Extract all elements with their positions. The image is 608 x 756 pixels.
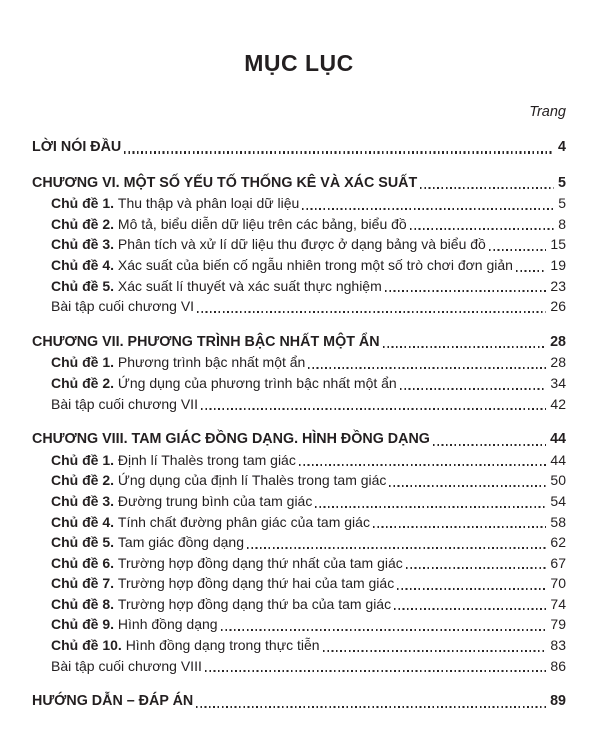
toc-entry-page: 4 bbox=[558, 139, 566, 155]
toc-entry-page: 74 bbox=[550, 595, 566, 612]
page-column-label: Trang bbox=[529, 104, 566, 120]
toc-entry-prefix: Chủ đề 10. bbox=[51, 637, 126, 654]
toc-entry-page: 8 bbox=[558, 215, 566, 232]
toc-entry bbox=[32, 470, 566, 491]
dot-leader bbox=[299, 464, 547, 466]
toc-entry-label: HƯỚNG DẪN – ĐÁP ÁN bbox=[32, 693, 194, 710]
dot-leader bbox=[489, 249, 547, 251]
toc-list bbox=[32, 137, 566, 712]
toc-entry-page: 44 bbox=[550, 431, 566, 448]
toc-entry-label: Chủ đề 4. Xác suất của biến cố ngẫu nhiên trong một số trò chơi đơn giản bbox=[51, 256, 513, 273]
toc-entry-page: 5 bbox=[558, 174, 566, 191]
toc-entry-prefix: Chủ đề 3. bbox=[51, 236, 118, 253]
toc-entry-label: LỜI NÓI ĐẦU bbox=[32, 139, 122, 155]
toc-entry-page: 70 bbox=[550, 575, 566, 592]
toc-entry bbox=[32, 635, 566, 656]
toc-entry-label: Chủ đề 8. Trường hợp đồng dạng thứ ba của tam giác bbox=[51, 595, 392, 612]
toc-entry-prefix: Chủ đề 1. bbox=[51, 195, 118, 212]
toc-entry-label: Chủ đề 1. Phương trình bậc nhất một ẩn bbox=[51, 354, 306, 371]
toc-entry-label: Chủ đề 7. Trường hợp đồng dạng thứ hai của tam giác bbox=[51, 575, 395, 592]
toc-entry-label: Chủ đề 3. Phân tích và xử lí dữ liệu thu được ở dạng bảng và biểu đồ bbox=[51, 236, 486, 253]
toc-entry-page: 50 bbox=[550, 472, 566, 489]
toc-entry bbox=[32, 656, 566, 677]
toc-entry-label: Chủ đề 9. Hình đồng dạng bbox=[51, 616, 218, 633]
dot-leader bbox=[420, 187, 554, 189]
toc-entry bbox=[32, 352, 566, 373]
dot-leader bbox=[124, 151, 554, 153]
toc-entry-page: 15 bbox=[550, 236, 566, 253]
toc-entry-prefix: Chủ đề 1. bbox=[51, 451, 118, 468]
toc-entry-page: 54 bbox=[550, 492, 566, 509]
toc-entry bbox=[32, 429, 566, 450]
toc-entry-label: Chủ đề 3. Đường trung bình của tam giác bbox=[51, 492, 313, 509]
dot-leader bbox=[201, 408, 546, 410]
dot-leader bbox=[197, 311, 546, 313]
dot-leader bbox=[196, 706, 546, 708]
toc-entry-label: Chủ đề 2. Mô tả, biểu diễn dữ liệu trên các bảng, biểu đồ bbox=[51, 215, 407, 232]
toc-entry-page: 67 bbox=[550, 554, 566, 571]
toc-entry bbox=[32, 491, 566, 512]
toc-entry bbox=[32, 276, 566, 297]
dot-leader bbox=[400, 388, 547, 390]
toc-entry bbox=[32, 512, 566, 533]
dot-leader bbox=[397, 588, 546, 590]
toc-entry bbox=[32, 614, 566, 635]
toc-entry-prefix: Chủ đề 4. bbox=[51, 513, 118, 530]
dot-leader bbox=[308, 367, 546, 369]
toc-entry bbox=[32, 173, 566, 194]
toc-entry-prefix: Chủ đề 2. bbox=[51, 215, 118, 232]
dot-leader bbox=[323, 650, 547, 652]
toc-entry-label: CHƯƠNG VIII. TAM GIÁC ĐỒNG DẠNG. HÌNH ĐỒNG DẠNG bbox=[32, 431, 430, 448]
toc-entry-page: 79 bbox=[550, 616, 566, 633]
toc-entry-label: Chủ đề 10. Hình đồng dạng trong thực tiễn bbox=[51, 637, 320, 654]
dot-leader bbox=[385, 290, 547, 292]
toc-entry bbox=[32, 553, 566, 574]
toc-entry-label: Bài tập cuối chương VI bbox=[51, 298, 195, 315]
toc-entry-prefix: Chủ đề 2. bbox=[51, 472, 118, 489]
toc-entry-prefix: Chủ đề 6. bbox=[51, 554, 118, 571]
dot-leader bbox=[410, 228, 555, 230]
toc-entry-page: 44 bbox=[550, 451, 566, 468]
dot-leader bbox=[373, 526, 546, 528]
toc-entry-prefix: Chủ đề 7. bbox=[51, 575, 118, 592]
toc-entry-page: 28 bbox=[550, 354, 566, 371]
dot-leader bbox=[221, 629, 547, 631]
toc-entry-page: 28 bbox=[550, 333, 566, 350]
toc-entry-prefix: Chủ đề 8. bbox=[51, 595, 118, 612]
toc-entry-page: 26 bbox=[550, 298, 566, 315]
toc-entry-label: Chủ đề 1. Thu thập và phân loại dữ liệu bbox=[51, 195, 300, 212]
page-title: MỤC LỤC bbox=[244, 50, 354, 76]
toc-entry bbox=[32, 255, 566, 276]
toc-entry bbox=[32, 214, 566, 235]
toc-entry-prefix: Chủ đề 9. bbox=[51, 616, 118, 633]
toc-entry-page: 23 bbox=[550, 277, 566, 294]
toc-entry-label: CHƯƠNG VI. MỘT SỐ YẾU TỐ THỐNG KÊ VÀ XÁC SUẤT bbox=[32, 174, 418, 191]
dot-leader bbox=[205, 670, 547, 672]
dot-leader bbox=[394, 608, 546, 610]
toc-entry-label: Chủ đề 1. Định lí Thalès trong tam giác bbox=[51, 451, 296, 468]
toc-entry-label: Chủ đề 2. Ứng dụng của định lí Thalès trong tam giác bbox=[51, 472, 387, 489]
toc-entry-prefix: Chủ đề 5. bbox=[51, 534, 118, 551]
toc-entry bbox=[32, 450, 566, 471]
toc-entry bbox=[32, 234, 566, 255]
toc-entry bbox=[32, 573, 566, 594]
toc-entry-label: Bài tập cuối chương VII bbox=[51, 395, 198, 412]
toc-entry-prefix: Chủ đề 5. bbox=[51, 277, 118, 294]
toc-entry-page: 34 bbox=[550, 374, 566, 391]
toc-entry bbox=[32, 332, 566, 353]
toc-entry bbox=[32, 394, 566, 415]
toc-entry-page: 89 bbox=[550, 693, 566, 710]
toc-entry bbox=[32, 594, 566, 615]
toc-entry-page: 58 bbox=[550, 513, 566, 530]
toc-entry-label: CHƯƠNG VII. PHƯƠNG TRÌNH BẬC NHẤT MỘT ẨN bbox=[32, 333, 380, 350]
toc-entry-label: Chủ đề 4. Tính chất đường phân giác của tam giác bbox=[51, 513, 370, 530]
toc-entry-page: 62 bbox=[550, 534, 566, 551]
toc-entry bbox=[32, 532, 566, 553]
dot-leader bbox=[433, 444, 546, 446]
toc-entry-label: Bài tập cuối chương VIII bbox=[51, 657, 202, 674]
toc-entry-prefix: Chủ đề 1. bbox=[51, 354, 118, 371]
toc-entry bbox=[32, 691, 566, 712]
dot-leader bbox=[302, 208, 554, 210]
toc-entry bbox=[32, 193, 566, 214]
dot-leader bbox=[315, 506, 546, 508]
dot-leader bbox=[516, 270, 546, 272]
toc-entry-prefix: Chủ đề 2. bbox=[51, 374, 118, 391]
toc-entry-page: 5 bbox=[558, 195, 566, 212]
toc-entry-label: Chủ đề 5. Xác suất lí thuyết và xác suất thực nghiệm bbox=[51, 277, 382, 294]
dot-leader bbox=[247, 547, 546, 549]
toc-entry bbox=[32, 373, 566, 394]
toc-entry-label: Chủ đề 6. Trường hợp đồng dạng thứ nhất của tam giác bbox=[51, 554, 403, 571]
dot-leader bbox=[406, 567, 547, 569]
dot-leader bbox=[389, 485, 546, 487]
toc-entry-page: 86 bbox=[550, 657, 566, 674]
toc-entry-page: 42 bbox=[550, 395, 566, 412]
toc-entry-prefix: Chủ đề 3. bbox=[51, 492, 118, 509]
toc-entry-page: 19 bbox=[550, 256, 566, 273]
toc-entry-prefix: Chủ đề 4. bbox=[51, 256, 118, 273]
dot-leader bbox=[383, 346, 547, 348]
toc-entry bbox=[32, 137, 566, 158]
toc-entry-label: Chủ đề 5. Tam giác đồng dạng bbox=[51, 534, 244, 551]
toc-entry bbox=[32, 296, 566, 317]
toc-entry-label: Chủ đề 2. Ứng dụng của phương trình bậc nhất một ẩn bbox=[51, 374, 397, 391]
toc-entry-page: 83 bbox=[550, 637, 566, 654]
